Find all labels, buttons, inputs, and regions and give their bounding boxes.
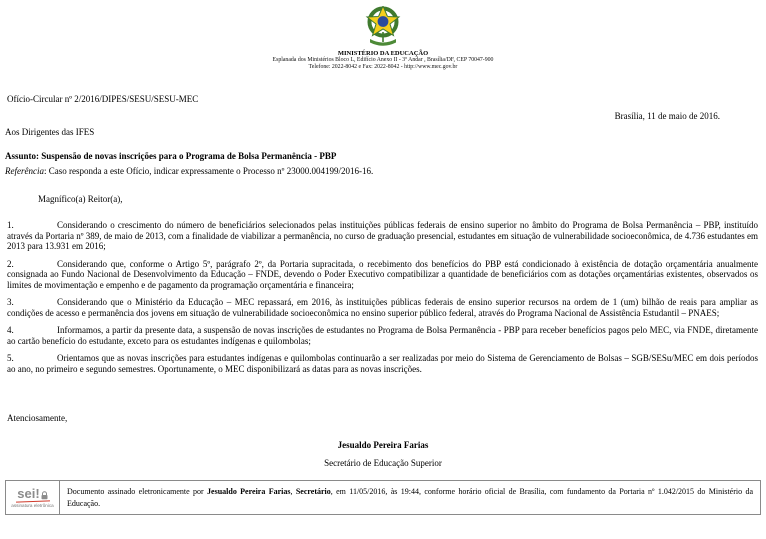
letterhead	[0, 0, 766, 71]
signer-title: Secretário de Educação Superior	[324, 458, 442, 468]
paragraph-number: 1.	[7, 220, 14, 230]
paragraph-number: 2.	[7, 258, 14, 269]
paragraph	[7, 259, 758, 291]
place-date: Brasília, 11 de maio de 2016.	[614, 111, 720, 121]
letterhead-contact: Telefone: 2022-8042 e Fax: 2022-8042 - http://www.mec.gov.br	[308, 64, 458, 70]
signer-name: Jesualdo Pereira Farias	[337, 440, 429, 450]
paragraph-text: Informamos, a partir da presente data, a suspensão de novas inscrições de estudantes no Programa de Bolsa Permanência - PBP para receber benefícios pagos pelo MEC, via FNDE, diretamente ao cartão benefício do estudante, exceto para os estudantes indígenas e quilombolas;	[7, 325, 758, 346]
sei-logo-text: sei!	[17, 486, 40, 501]
sei-caption: assinatura eletrônica	[11, 503, 54, 508]
addressee: Aos Dirigentes das IFES	[5, 127, 95, 137]
paragraph	[7, 325, 758, 346]
salutation: Magnífico(a) Reitor(a),	[38, 194, 123, 204]
document-number: Ofício-Circular nº 2/2016/DIPES/SESU/SESU-MEC	[7, 94, 199, 104]
letterhead-address: Esplanada dos Ministérios Bloco L, Edifício Anexo II - 3º Andar , Brasília/DF, CEP 70047-900	[272, 57, 494, 63]
subject-line: Assunto: Suspensão de novas inscrições para o Programa de Bolsa Permanência - PBP	[5, 151, 337, 161]
paragraph-text: Orientamos que as novas inscrições para estudantes indígenas e quilombolas continuarão a ser realizadas por meio do Sistema de Gerenciamento de Bolsas – SGB/SESu/MEC em dois períodos ao ano, no primeiro e segundo semestres. Oportunamente, o MEC disponibilizará as datas para as novas inscrições.	[7, 353, 758, 374]
paragraph	[7, 297, 758, 318]
paragraph	[7, 220, 758, 252]
paragraph-number: 4.	[7, 325, 14, 335]
closing: Atenciosamente,	[7, 413, 68, 423]
paragraph-text: Considerando que o Ministério da Educação – MEC repassará, em 2016, às instituições públicas federais de ensino superior recursos na ordem de 1 (um) bilhão de reais para ampliar as condições de acesso e permanência dos jovens em situação de vulnerabilidade socioeconômica no ensino superior público federal, através do Programa Nacional de Assistência Estudantil – PNAES;	[7, 297, 758, 318]
padlock-icon	[41, 491, 48, 500]
reference-line	[5, 166, 758, 176]
brazil-coat-of-arms-icon	[364, 6, 402, 48]
paragraph	[7, 353, 758, 374]
paragraph-text: Considerando o crescimento do número de beneficiários selecionados pelas instituições públicas federais de ensino superior no âmbito do Programa de Bolsa Permanência – PBP, instituído através da Portaria nº 389, de maio de 2013, com a finalidade de viabilizar a permanência, no curso de graduação presencial, estudantes em situação de vulnerabilidade socioeconômica, de 4.736 estudantes em 2013 para 13.931 em 2016;	[7, 220, 759, 251]
electronic-signature-stamp	[5, 480, 761, 515]
paragraph-number: 3.	[7, 297, 14, 307]
sei-logo	[17, 487, 47, 500]
reference-label: Referência	[5, 166, 44, 176]
sei-logo-box	[5, 480, 60, 515]
body-paragraphs	[7, 220, 758, 374]
paragraph-text: Considerando que, conforme o Artigo 5º, parágrafo 2º, da Portaria supracitada, o recebimento dos benefícios do PBP está condicionado à existência de dotação orçamentária anualmente consignada ao Fundo Nacional de Desenvolvimento da Educação – FNDE, devendo o Poder Executivo compatibilizar a quantidade de beneficiários com as dotações orçamentárias existentes, observados os limites de movimentação e empenho e de pagamento da programação orçamentária e financeira;	[7, 258, 758, 290]
paragraph-number: 5.	[7, 353, 14, 363]
ministry-name: MINISTÉRIO DA EDUCAÇÃO	[337, 50, 429, 57]
signature-stamp-text: Documento assinado eletronicamente por Jesualdo Pereira Farias, Secretário, em 11/05/2016, às 19:44, conforme horário oficial de Brasília, com fundamento da Portaria nº 1.042/2015 do Ministério da Educação.	[60, 480, 761, 515]
reference-text: : Caso responda a este Ofício, indicar expressamente o Processo nº 23000.004199/2016-16.	[43, 166, 374, 176]
